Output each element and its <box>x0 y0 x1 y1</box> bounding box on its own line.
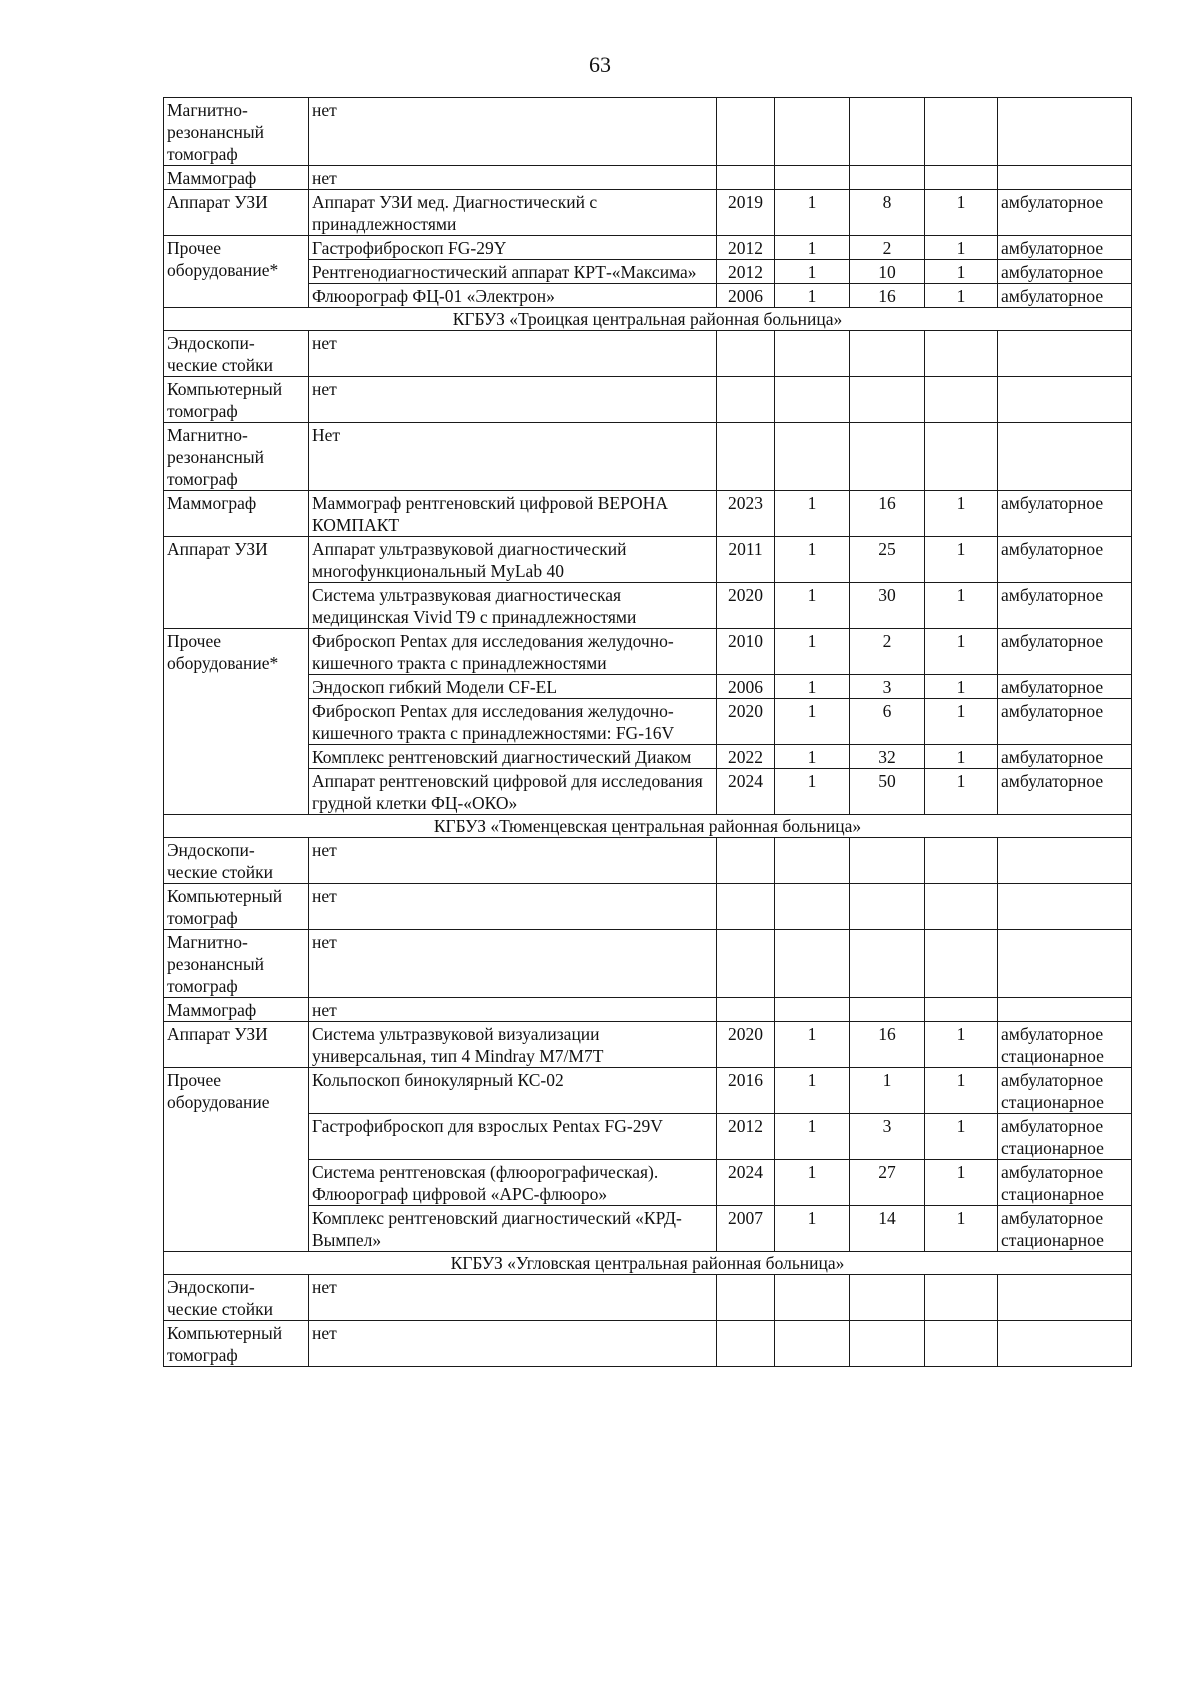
equipment-type-cell: Маммограф <box>164 166 309 190</box>
wear-cell <box>850 1321 925 1367</box>
table-row <box>164 423 1132 491</box>
usage-mode-cell: амбулаторное <box>998 629 1132 675</box>
quantity-cell <box>775 377 850 423</box>
year-cell <box>717 838 775 884</box>
quantity-cell: 1 <box>775 745 850 769</box>
quantity-cell <box>775 998 850 1022</box>
wear-cell <box>850 98 925 166</box>
hospital-name: КГБУЗ «Тюменцевская центральная районная больница» <box>164 815 1132 838</box>
table-row <box>164 699 1132 745</box>
device-name-cell: Фиброскоп Pentax для исследования желудочно-кишечного тракта с принадлежностями <box>309 629 717 675</box>
device-name-cell: нет <box>309 331 717 377</box>
device-name-cell: Кольпоскоп бинокулярный КС-02 <box>309 1068 717 1114</box>
device-name-cell: нет <box>309 930 717 998</box>
table-row <box>164 98 1132 166</box>
year-cell: 2016 <box>717 1068 775 1114</box>
quantity-cell: 1 <box>775 1022 850 1068</box>
year-cell: 2019 <box>717 190 775 236</box>
quantity-cell: 1 <box>775 190 850 236</box>
usage-mode-cell: амбулаторное <box>998 260 1132 284</box>
hospital-name: КГБУЗ «Угловская центральная районная больница» <box>164 1252 1132 1275</box>
wear-cell: 2 <box>850 236 925 260</box>
in-use-cell <box>925 166 998 190</box>
usage-mode-cell: амбулаторное <box>998 769 1132 815</box>
device-name-cell: Система ультразвуковой визуализации универсальная, тип 4 Mindray M7/M7T <box>309 1022 717 1068</box>
table-row <box>164 769 1132 815</box>
year-cell <box>717 884 775 930</box>
table-row <box>164 745 1132 769</box>
wear-cell: 3 <box>850 1114 925 1160</box>
usage-mode-cell <box>998 423 1132 491</box>
year-cell: 2024 <box>717 1160 775 1206</box>
equipment-type-cell: Аппарат УЗИ <box>164 1022 309 1068</box>
equipment-type-cell: Аппарат УЗИ <box>164 190 309 236</box>
wear-cell: 50 <box>850 769 925 815</box>
equipment-type-cell: Маммограф <box>164 491 309 537</box>
table-row <box>164 1068 1132 1114</box>
quantity-cell: 1 <box>775 1114 850 1160</box>
device-name-cell: Нет <box>309 423 717 491</box>
in-use-cell <box>925 838 998 884</box>
table-row <box>164 1275 1132 1321</box>
quantity-cell: 1 <box>775 769 850 815</box>
year-cell <box>717 331 775 377</box>
device-name-cell: нет <box>309 98 717 166</box>
hospital-name: КГБУЗ «Троицкая центральная районная больница» <box>164 308 1132 331</box>
year-cell <box>717 1321 775 1367</box>
year-cell: 2024 <box>717 769 775 815</box>
in-use-cell: 1 <box>925 236 998 260</box>
in-use-cell <box>925 930 998 998</box>
usage-mode-cell <box>998 838 1132 884</box>
usage-mode-cell: амбулаторное <box>998 745 1132 769</box>
equipment-type-cell: Компьютерный томограф <box>164 884 309 930</box>
year-cell: 2020 <box>717 583 775 629</box>
quantity-cell: 1 <box>775 491 850 537</box>
quantity-cell: 1 <box>775 1206 850 1252</box>
year-cell: 2012 <box>717 260 775 284</box>
year-cell: 2012 <box>717 1114 775 1160</box>
device-name-cell: нет <box>309 998 717 1022</box>
in-use-cell: 1 <box>925 1022 998 1068</box>
page-number: 63 <box>589 52 611 77</box>
table-row <box>164 284 1132 308</box>
wear-cell: 8 <box>850 190 925 236</box>
usage-mode-cell <box>998 377 1132 423</box>
in-use-cell: 1 <box>925 537 998 583</box>
year-cell: 2006 <box>717 284 775 308</box>
in-use-cell: 1 <box>925 1206 998 1252</box>
wear-cell: 16 <box>850 284 925 308</box>
device-name-cell: Аппарат УЗИ мед. Диагностический с принадлежностями <box>309 190 717 236</box>
equipment-type-cell: Прочее оборудование <box>164 1068 309 1252</box>
wear-cell <box>850 930 925 998</box>
usage-mode-cell: амбулаторное <box>998 284 1132 308</box>
usage-mode-cell: амбулаторное <box>998 699 1132 745</box>
table-body <box>164 98 1132 1367</box>
wear-cell <box>850 331 925 377</box>
equipment-type-cell: Эндоскопи-ческие стойки <box>164 1275 309 1321</box>
wear-cell <box>850 166 925 190</box>
device-name-cell: Аппарат рентгеновский цифровой для исследования грудной клетки ФЦ-«ОКО» <box>309 769 717 815</box>
wear-cell: 14 <box>850 1206 925 1252</box>
year-cell <box>717 930 775 998</box>
wear-cell: 6 <box>850 699 925 745</box>
table-row <box>164 236 1132 260</box>
quantity-cell <box>775 930 850 998</box>
table-row <box>164 1022 1132 1068</box>
table-row <box>164 1206 1132 1252</box>
device-name-cell: Гастрофиброскоп для взрослых Pentax FG-29V <box>309 1114 717 1160</box>
wear-cell: 3 <box>850 675 925 699</box>
in-use-cell <box>925 884 998 930</box>
in-use-cell <box>925 1321 998 1367</box>
wear-cell: 2 <box>850 629 925 675</box>
equipment-type-cell: Магнитно-резонансный томограф <box>164 98 309 166</box>
device-name-cell: Рентгенодиагностический аппарат КРТ-«Максима» <box>309 260 717 284</box>
equipment-type-cell: Эндоскопи-ческие стойки <box>164 331 309 377</box>
table-row <box>164 998 1132 1022</box>
usage-mode-cell: амбулаторное <box>998 675 1132 699</box>
in-use-cell: 1 <box>925 284 998 308</box>
device-name-cell: Фиброскоп Pentax для исследования желудочно-кишечного тракта с принадлежностями: FG-16V <box>309 699 717 745</box>
in-use-cell <box>925 423 998 491</box>
quantity-cell: 1 <box>775 583 850 629</box>
device-name-cell: Маммограф рентгеновский цифровой ВЕРОНА КОМПАКТ <box>309 491 717 537</box>
quantity-cell <box>775 1275 850 1321</box>
quantity-cell <box>775 1321 850 1367</box>
hospital-header-row <box>164 308 1132 331</box>
year-cell: 2023 <box>717 491 775 537</box>
wear-cell: 25 <box>850 537 925 583</box>
usage-mode-cell: амбулаторное <box>998 491 1132 537</box>
table-row <box>164 1160 1132 1206</box>
device-name-cell: нет <box>309 166 717 190</box>
equipment-type-cell: Магнитно-резонансный томограф <box>164 930 309 998</box>
wear-cell: 1 <box>850 1068 925 1114</box>
device-name-cell: Комплекс рентгеновский диагностический «КРД-Вымпел» <box>309 1206 717 1252</box>
usage-mode-cell: амбулаторное стационарное <box>998 1206 1132 1252</box>
quantity-cell <box>775 838 850 884</box>
device-name-cell: нет <box>309 884 717 930</box>
usage-mode-cell <box>998 331 1132 377</box>
table-row <box>164 190 1132 236</box>
wear-cell <box>850 838 925 884</box>
quantity-cell <box>775 166 850 190</box>
wear-cell <box>850 377 925 423</box>
table-row <box>164 166 1132 190</box>
year-cell: 2022 <box>717 745 775 769</box>
equipment-type-cell: Прочее оборудование* <box>164 629 309 815</box>
in-use-cell <box>925 377 998 423</box>
usage-mode-cell: амбулаторное стационарное <box>998 1114 1132 1160</box>
in-use-cell: 1 <box>925 1160 998 1206</box>
year-cell <box>717 377 775 423</box>
table-row <box>164 537 1132 583</box>
device-name-cell: Эндоскоп гибкий Модели CF-EL <box>309 675 717 699</box>
quantity-cell: 1 <box>775 675 850 699</box>
device-name-cell: нет <box>309 1321 717 1367</box>
year-cell: 2007 <box>717 1206 775 1252</box>
table-row <box>164 629 1132 675</box>
usage-mode-cell: амбулаторное <box>998 236 1132 260</box>
quantity-cell: 1 <box>775 1160 850 1206</box>
in-use-cell <box>925 998 998 1022</box>
device-name-cell: Флюорограф ФЦ-01 «Электрон» <box>309 284 717 308</box>
year-cell: 2006 <box>717 675 775 699</box>
quantity-cell: 1 <box>775 629 850 675</box>
in-use-cell <box>925 331 998 377</box>
wear-cell: 32 <box>850 745 925 769</box>
year-cell: 2012 <box>717 236 775 260</box>
in-use-cell: 1 <box>925 769 998 815</box>
quantity-cell: 1 <box>775 699 850 745</box>
usage-mode-cell: амбулаторное стационарное <box>998 1160 1132 1206</box>
wear-cell <box>850 998 925 1022</box>
device-name-cell: Система рентгеновская (флюорографическая). Флюорограф цифровой «АРС-флюоро» <box>309 1160 717 1206</box>
quantity-cell <box>775 331 850 377</box>
in-use-cell: 1 <box>925 699 998 745</box>
year-cell: 2020 <box>717 699 775 745</box>
usage-mode-cell <box>998 884 1132 930</box>
wear-cell: 30 <box>850 583 925 629</box>
in-use-cell: 1 <box>925 260 998 284</box>
year-cell: 2010 <box>717 629 775 675</box>
table-row <box>164 583 1132 629</box>
equipment-type-cell: Аппарат УЗИ <box>164 537 309 629</box>
usage-mode-cell <box>998 1275 1132 1321</box>
in-use-cell: 1 <box>925 1114 998 1160</box>
device-name-cell: нет <box>309 377 717 423</box>
quantity-cell: 1 <box>775 260 850 284</box>
quantity-cell: 1 <box>775 1068 850 1114</box>
equipment-table <box>163 97 1132 1367</box>
equipment-type-cell: Прочее оборудование* <box>164 236 309 308</box>
equipment-type-cell: Маммограф <box>164 998 309 1022</box>
usage-mode-cell: амбулаторное <box>998 583 1132 629</box>
quantity-cell <box>775 98 850 166</box>
table-row <box>164 260 1132 284</box>
wear-cell <box>850 1275 925 1321</box>
in-use-cell: 1 <box>925 190 998 236</box>
usage-mode-cell <box>998 930 1132 998</box>
in-use-cell: 1 <box>925 583 998 629</box>
in-use-cell: 1 <box>925 491 998 537</box>
quantity-cell: 1 <box>775 284 850 308</box>
equipment-type-cell: Эндоскопи-ческие стойки <box>164 838 309 884</box>
wear-cell: 16 <box>850 491 925 537</box>
usage-mode-cell: амбулаторное стационарное <box>998 1068 1132 1114</box>
table-row <box>164 930 1132 998</box>
in-use-cell: 1 <box>925 1068 998 1114</box>
table-row <box>164 1114 1132 1160</box>
in-use-cell <box>925 1275 998 1321</box>
device-name-cell: нет <box>309 838 717 884</box>
table-row <box>164 675 1132 699</box>
in-use-cell: 1 <box>925 745 998 769</box>
device-name-cell: нет <box>309 1275 717 1321</box>
in-use-cell: 1 <box>925 629 998 675</box>
table-row <box>164 1321 1132 1367</box>
year-cell <box>717 998 775 1022</box>
table-row <box>164 838 1132 884</box>
device-name-cell: Аппарат ультразвуковой диагностический многофункциональный MyLab 40 <box>309 537 717 583</box>
hospital-header-row <box>164 1252 1132 1275</box>
quantity-cell <box>775 884 850 930</box>
table-row <box>164 884 1132 930</box>
wear-cell: 10 <box>850 260 925 284</box>
wear-cell <box>850 423 925 491</box>
table-row <box>164 331 1132 377</box>
usage-mode-cell <box>998 98 1132 166</box>
table-row <box>164 491 1132 537</box>
equipment-type-cell: Компьютерный томограф <box>164 1321 309 1367</box>
device-name-cell: Гастрофиброскоп FG-29Y <box>309 236 717 260</box>
equipment-type-cell: Магнитно-резонансный томограф <box>164 423 309 491</box>
usage-mode-cell: амбулаторное <box>998 537 1132 583</box>
hospital-header-row <box>164 815 1132 838</box>
quantity-cell: 1 <box>775 537 850 583</box>
usage-mode-cell <box>998 1321 1132 1367</box>
wear-cell: 27 <box>850 1160 925 1206</box>
quantity-cell <box>775 423 850 491</box>
in-use-cell <box>925 98 998 166</box>
usage-mode-cell: амбулаторное стационарное <box>998 1022 1132 1068</box>
device-name-cell: Система ультразвуковая диагностическая медицинская Vivid T9 с принадлежностями <box>309 583 717 629</box>
device-name-cell: Комплекс рентгеновский диагностический Диаком <box>309 745 717 769</box>
year-cell: 2020 <box>717 1022 775 1068</box>
wear-cell: 16 <box>850 1022 925 1068</box>
year-cell: 2011 <box>717 537 775 583</box>
wear-cell <box>850 884 925 930</box>
quantity-cell: 1 <box>775 236 850 260</box>
in-use-cell: 1 <box>925 675 998 699</box>
table-row <box>164 377 1132 423</box>
equipment-type-cell: Компьютерный томограф <box>164 377 309 423</box>
usage-mode-cell: амбулаторное <box>998 190 1132 236</box>
year-cell <box>717 1275 775 1321</box>
usage-mode-cell <box>998 166 1132 190</box>
year-cell <box>717 98 775 166</box>
year-cell <box>717 166 775 190</box>
year-cell <box>717 423 775 491</box>
usage-mode-cell <box>998 998 1132 1022</box>
